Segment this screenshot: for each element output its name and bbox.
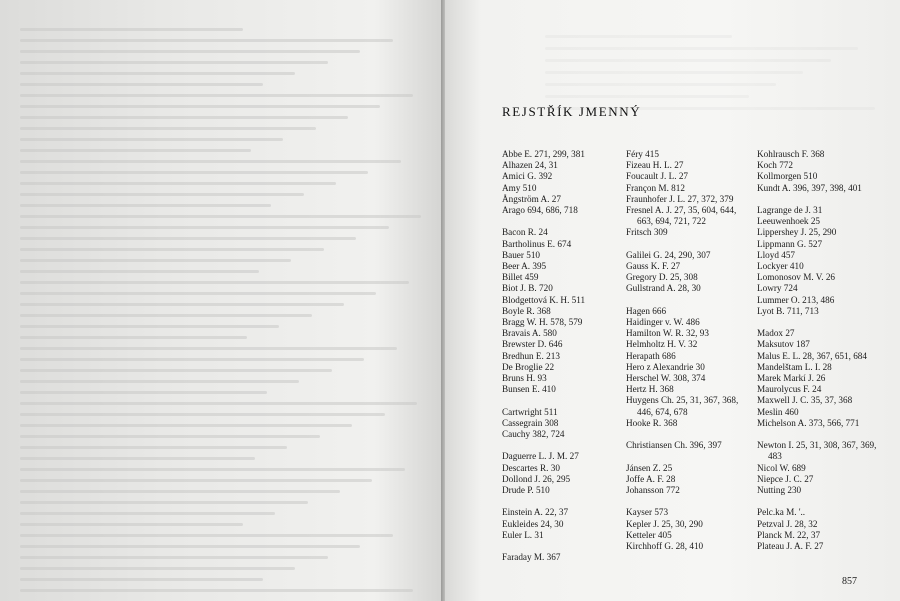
index-entry: Kollmorgen 510 <box>757 171 818 182</box>
index-entry: Descartes R. 30 <box>502 462 560 473</box>
section-gap <box>757 317 889 328</box>
faded-line <box>20 578 263 581</box>
index-entry: Malus E. L. 28, 367, 651, 684 <box>757 350 867 361</box>
index-entry: Haidinger v. W. 486 <box>626 317 700 328</box>
index-entry: Petzval J. 28, 32 <box>757 518 818 529</box>
faded-line <box>545 83 776 86</box>
index-entry: Leeuwenhoek 25 <box>757 216 821 227</box>
faded-line <box>20 501 308 504</box>
faded-line <box>20 512 275 515</box>
section-gap <box>502 541 622 552</box>
index-column-3 <box>757 149 889 552</box>
index-entry: Herapath 686 <box>626 350 676 361</box>
faded-line <box>20 380 299 383</box>
index-entry: Koch 772 <box>757 160 793 171</box>
faded-line <box>20 391 267 394</box>
faded-line <box>545 47 858 50</box>
faded-line <box>20 182 336 185</box>
faded-line <box>20 325 279 328</box>
faded-line <box>20 567 295 570</box>
faded-line <box>20 347 397 350</box>
index-entry: Lippershey J. 25, 290 <box>757 227 837 238</box>
faded-line <box>20 226 389 229</box>
index-entry: Eukleides 24, 30 <box>502 518 564 529</box>
faded-line <box>20 50 360 53</box>
index-entry: Fraunhofer J. L. 27, 372, 379 <box>626 193 734 204</box>
index-entry: De Broglie 22 <box>502 361 555 372</box>
index-entry: Faraday M. 367 <box>502 552 561 563</box>
section-gap <box>757 429 889 440</box>
index-entry: Christiansen Ch. 396, 397 <box>626 440 722 451</box>
faded-line <box>20 545 360 548</box>
index-entry: Kepler J. 25, 30, 290 <box>626 518 703 529</box>
faded-line <box>20 270 259 273</box>
faded-line <box>20 105 380 108</box>
index-entry: Lomonosov M. V. 26 <box>757 272 836 283</box>
index-entry: Dollond J. 26, 295 <box>502 473 571 484</box>
index-entry: Beer A. 395 <box>502 261 547 272</box>
faded-line <box>20 83 263 86</box>
faded-line <box>20 303 344 306</box>
index-entry: Lippmann G. 527 <box>757 238 823 249</box>
faded-line <box>20 193 304 196</box>
faded-line <box>20 149 251 152</box>
index-entry: Newton I. 25, 31, 308, 367, 369, 483 <box>757 440 877 462</box>
faded-line <box>20 490 340 493</box>
index-entry: Mandelštam L. I. 28 <box>757 361 832 372</box>
faded-line <box>20 336 247 339</box>
index-entry: Lowry 724 <box>757 283 798 294</box>
faded-line <box>545 35 732 38</box>
index-entry: Hero z Alexandrie 30 <box>626 361 705 372</box>
index-entry: Niepce J. C. 27 <box>757 473 814 484</box>
index-entry: Bragg W. H. 578, 579 <box>502 317 583 328</box>
index-entry: Lloyd 457 <box>757 249 796 260</box>
faded-line <box>20 556 328 559</box>
faded-line <box>20 424 352 427</box>
faded-line <box>20 215 421 218</box>
index-entry: Hagen 666 <box>626 305 667 316</box>
faded-bleed-through-text <box>20 28 425 600</box>
faded-line <box>20 446 287 449</box>
faded-line <box>20 28 243 31</box>
faded-line <box>20 413 385 416</box>
index-entry: Biot J. B. 720 <box>502 283 553 294</box>
section-gap <box>626 295 754 306</box>
faded-line <box>545 95 749 98</box>
index-entry: Madox 27 <box>757 328 795 339</box>
index-entry: Kundt A. 396, 397, 398, 401 <box>757 182 862 193</box>
faded-line <box>20 127 316 130</box>
index-entry: Joffe A. F. 28 <box>626 473 676 484</box>
faded-line <box>20 369 332 372</box>
index-entry: Amy 510 <box>502 182 537 193</box>
faded-line <box>20 457 255 460</box>
index-entry: Arago 694, 686, 718 <box>502 205 578 216</box>
faded-line <box>20 468 405 471</box>
left-page-faded <box>0 0 441 601</box>
faded-line <box>20 589 413 592</box>
index-entry: Marek Markí J. 26 <box>757 373 826 384</box>
section-gap <box>502 496 622 507</box>
faded-line <box>20 248 324 251</box>
index-entry: Plateau J. A. F. 27 <box>757 541 824 552</box>
index-entry: Kohlrausch F. 368 <box>757 149 825 159</box>
faded-line <box>545 71 803 74</box>
index-entry: Pelc.ka M. '.. <box>757 507 806 518</box>
index-entry: Brewster D. 646 <box>502 339 563 350</box>
section-gap <box>502 216 622 227</box>
section-gap <box>626 451 754 462</box>
index-entry: Kayser 573 <box>626 507 669 518</box>
page-number: 857 <box>842 576 857 587</box>
index-entry: Maksutov 187 <box>757 339 810 350</box>
index-entry: Abbe E. 271, 299, 381 <box>502 149 585 159</box>
index-entry: Galilei G. 24, 290, 307 <box>626 249 711 260</box>
faded-line <box>20 523 243 526</box>
index-entry: Féry 415 <box>626 149 659 159</box>
section-gap <box>757 496 889 507</box>
index-entry: Gullstrand A. 28, 30 <box>626 283 701 294</box>
index-entry: Jánsen Z. 25 <box>626 462 673 473</box>
faded-line <box>20 171 368 174</box>
index-entry: Fresnel A. J. 27, 35, 604, 644, 663, 694, 721, 722 <box>626 205 737 227</box>
index-entry: Johansson 772 <box>626 485 680 496</box>
index-entry: Lummer O. 213, 486 <box>757 294 835 305</box>
faded-line <box>20 204 271 207</box>
index-entry: Meslin 460 <box>757 406 799 417</box>
index-entry: Daguerre L. J. M. 27 <box>502 451 579 462</box>
section-gap <box>626 496 754 507</box>
index-entry: Cartwright 511 <box>502 406 558 417</box>
faded-line <box>20 72 295 75</box>
index-entry: Françon M. 812 <box>626 182 685 193</box>
faded-line <box>20 281 409 284</box>
index-entry: Billet 459 <box>502 272 539 283</box>
index-entry: Hooke R. 368 <box>626 417 678 428</box>
faded-line <box>20 358 364 361</box>
index-entry: Bredhun E. 213 <box>502 350 560 361</box>
index-heading: REJSTŘÍK JMENNÝ <box>502 104 642 119</box>
index-entry: Maurolycus F. 24 <box>757 384 822 395</box>
index-entry: Huygens Ch. 25, 31, 367, 368, 446, 674, 678 <box>626 395 739 417</box>
index-entry: Drude P. 510 <box>502 485 550 496</box>
section-gap <box>502 440 622 451</box>
section-gap <box>626 429 754 440</box>
index-entry: Alhazen 24, 31 <box>502 160 558 171</box>
faded-line <box>20 402 417 405</box>
index-entry: Lockyer 410 <box>757 261 804 272</box>
index-entry: Hertz H. 368 <box>626 384 674 395</box>
faded-line <box>20 259 291 262</box>
index-entry: Gauss K. F. 27 <box>626 261 681 272</box>
index-entry: Foucault J. L. 27 <box>626 171 689 182</box>
faded-line <box>20 534 393 537</box>
index-entry: Maxwell J. C. 35, 37, 368 <box>757 395 853 406</box>
faded-line <box>20 314 312 317</box>
index-entry: Bruns H. 93 <box>502 373 547 384</box>
section-gap <box>502 395 622 406</box>
index-entry: Ketteler 405 <box>626 529 672 540</box>
index-entry: Lyot B. 711, 713 <box>757 305 819 316</box>
faded-line <box>20 237 356 240</box>
faded-line <box>20 435 320 438</box>
faded-line <box>20 160 401 163</box>
index-entry: Nutting 230 <box>757 485 802 496</box>
faded-line <box>20 116 348 119</box>
index-entry: Cauchy 382, 724 <box>502 429 565 440</box>
index-entry: Helmholtz H. V. 32 <box>626 339 698 350</box>
faded-line <box>20 94 413 97</box>
index-entry: Boyle R. 368 <box>502 305 551 316</box>
index-entry: Ångström A. 27 <box>502 193 561 204</box>
index-entry: Michelson A. 373, 566, 771 <box>757 417 860 428</box>
index-entry: Einstein A. 22, 37 <box>502 507 569 518</box>
index-entry: Lagrange de J. 31 <box>757 205 823 215</box>
index-entry: Bunsen E. 410 <box>502 384 556 395</box>
index-entry: Cassegrain 308 <box>502 417 559 428</box>
right-page <box>445 0 900 601</box>
faded-line <box>20 479 372 482</box>
section-gap <box>626 239 754 250</box>
index-entry: Herschel W. 308, 374 <box>626 373 706 384</box>
index-column-2 <box>626 149 754 552</box>
index-entry: Gregory D. 25, 308 <box>626 272 698 283</box>
index-entry: Bravais A. 580 <box>502 328 557 339</box>
index-column-1 <box>502 149 622 563</box>
faded-line <box>20 39 393 42</box>
index-entry: Kirchhoff G. 28, 410 <box>626 541 704 552</box>
index-entry: Bauer 510 <box>502 249 541 260</box>
faded-line <box>20 292 376 295</box>
index-entry: Bacon R. 24 <box>502 227 548 238</box>
index-entry: Euler L. 31 <box>502 529 544 540</box>
index-entry: Fritsch 309 <box>626 227 668 238</box>
index-entry: Fizeau H. L. 27 <box>626 160 684 171</box>
faded-line <box>20 138 283 141</box>
index-entry: Bartholinus E. 674 <box>502 238 572 249</box>
index-entry: Nicol W. 689 <box>757 462 806 473</box>
index-entry: Hamilton W. R. 32, 93 <box>626 328 709 339</box>
section-gap <box>757 194 889 205</box>
index-entry: Planck M. 22, 37 <box>757 529 821 540</box>
index-entry: Blodgettová K. H. 511 <box>502 294 586 305</box>
faded-line <box>545 59 831 62</box>
faded-line <box>20 61 328 64</box>
index-entry: Amici G. 392 <box>502 171 553 182</box>
